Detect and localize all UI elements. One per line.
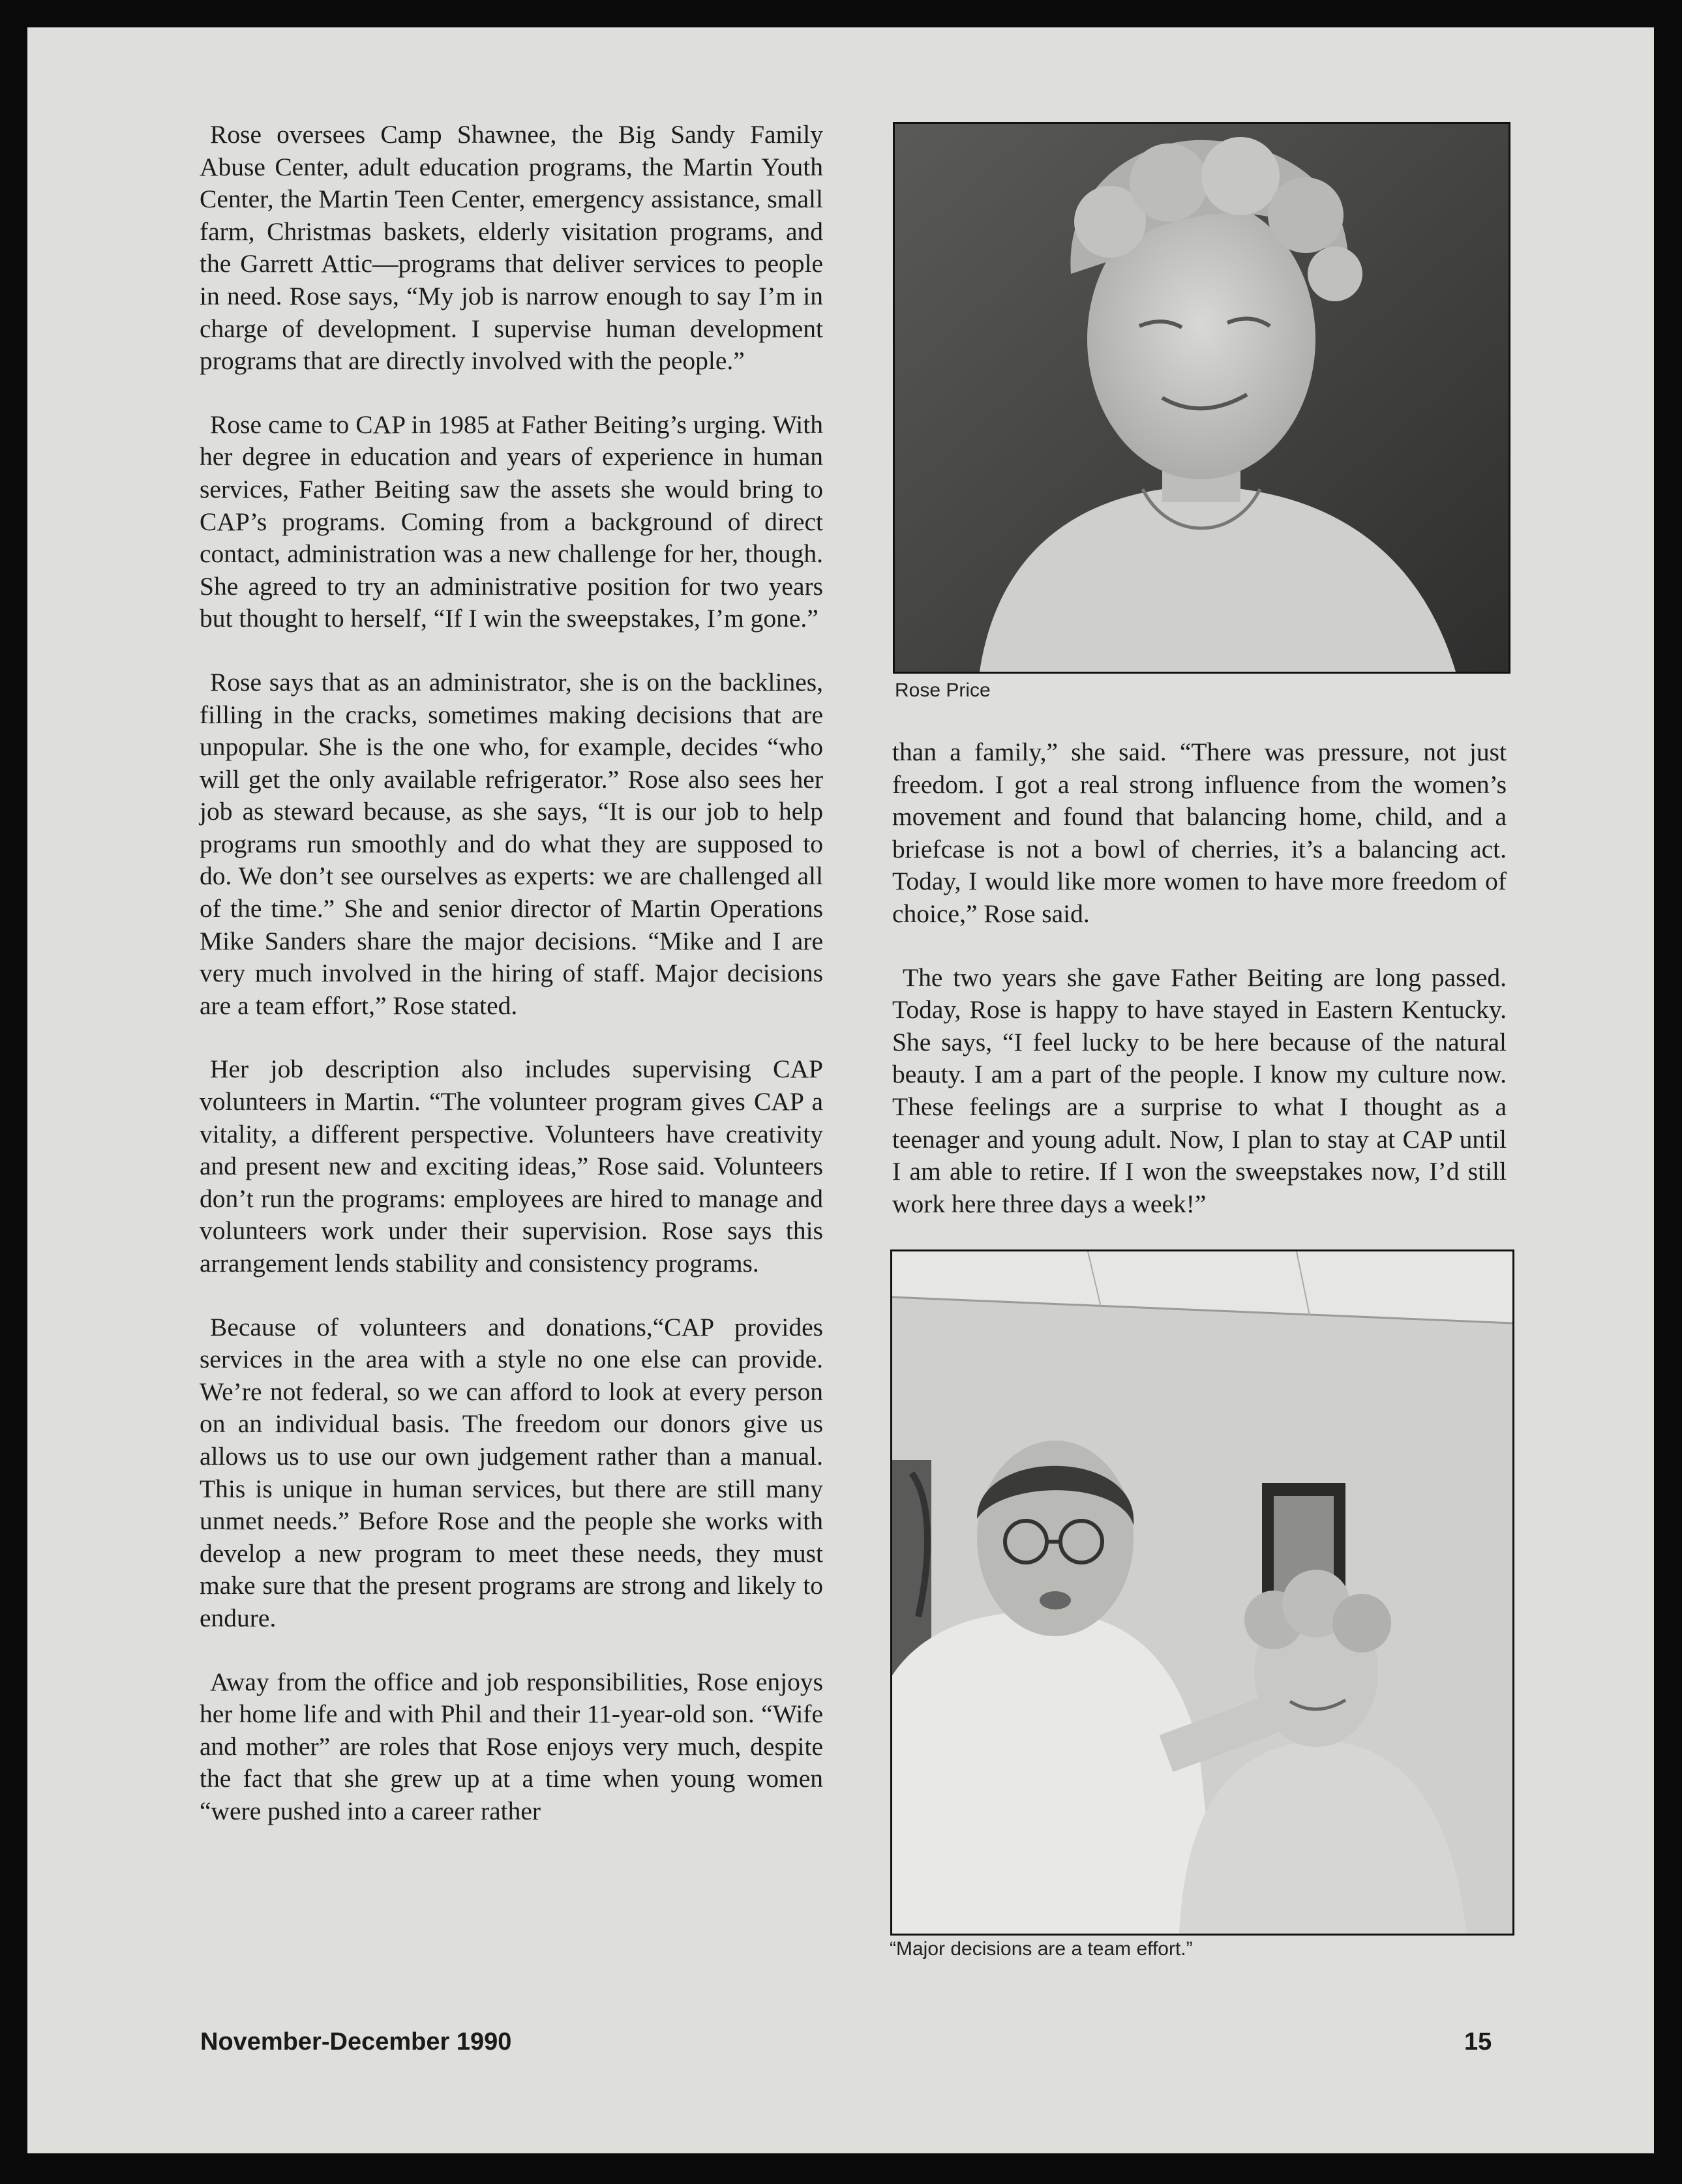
issue-date: November-December 1990 xyxy=(200,2028,512,2056)
portrait-photo-illustration xyxy=(895,124,1509,672)
group-photo xyxy=(890,1249,1514,1936)
article-left-column xyxy=(200,119,823,1859)
portrait-photo-rose-price xyxy=(893,122,1510,674)
paragraph: Rose came to CAP in 1985 at Father Beiting’s urging. With her degree in education and years of experience in human services, Father Beiting saw the assets she would bring to CAP’s programs. Coming from a background of direct contact, administration was a new challenge for her, though. She agreed to try an administrative position for two years but thought to herself, “If I win the sweepstakes, I’m gone.” xyxy=(200,410,823,633)
paragraph: Rose oversees Camp Shawnee, the Big Sandy Family Abuse Center, adult education programs, the Martin Youth Center, the Martin Teen Center, emergency assistance, small farm, Christmas baskets, elderly visitation programs, and the Garrett Attic—programs that deliver services to people in need. Rose says, “My job is narrow enough to say I’m in charge of development. I supervise human development programs that are directly involved with the people.” xyxy=(200,120,823,376)
page-number: 15 xyxy=(1464,2028,1492,2056)
paragraph: Away from the office and job responsibilities, Rose enjoys her home life and with Phil and their 11-year-old son. “Wife and mother” are roles that Rose enjoys very much, despite the fact that she grew up at a time when young women “were pushed into a career rather xyxy=(200,1667,823,1825)
paragraph: Rose says that as an administrator, she is on the backlines, filling in the cracks, sometimes making decisions that are unpopular. She is the one who, for example, decides “who will get the only available refrigerator.” Rose also sees her job as steward because, as she says, “It is our job to help programs run smoothly and do what they are supposed to do. We don’t see ourselves as experts: we are challenged all of the time.” She and senior director of Martin Operations Mike Sanders share the major decisions. “Mike and I are very much involved in the hiring of staff. Major decisions are a team effort,” Rose stated. xyxy=(200,667,823,1020)
group-photo-illustration xyxy=(892,1251,1512,1934)
magazine-page xyxy=(27,27,1654,2153)
paragraph: Her job description also includes supervising CAP volunteers in Martin. “The volunteer program gives CAP a vitality, a different perspective. Volunteers have creativity and present new and exciting ideas,” Rose said. Volunteers don’t run the programs: employees are hired to manage and volunteers work under their supervision. Rose says this arrangement lends stability and consistency programs. xyxy=(200,1055,823,1278)
photo-caption: Rose Price xyxy=(895,680,991,701)
paragraph: than a family,” she said. “There was pressure, not just freedom. I got a real strong influence from the women’s movement and found that balancing home, child, and a briefcase is not a bowl of cherries, it’s a balancing act. Today, I would like more women to have more freedom of choice,” Rose said. xyxy=(892,738,1507,928)
paragraph: The two years she gave Father Beiting are long passed. Today, Rose is happy to have stayed in Eastern Kentucky. She says, “I feel lucky to be here because of the natural beauty. I am a part of the people. I know my culture now. These feelings are a surprise to what I thought as a teenager and young adult. Now, I plan to stay at CAP until I am able to retire. If I won the sweepstakes now, I’d still work here three days a week!” xyxy=(892,963,1507,1218)
photo-caption: “Major decisions are a team effort.” xyxy=(890,1938,1193,1960)
article-right-column xyxy=(892,736,1507,1251)
paragraph: Because of volunteers and donations,“CAP provides services in the area with a style no one else can provide. We’re not federal, so we can afford to look at every person on an individual basis. The freedom our donors give us allows us to use our own judgement rather than a manual. This is unique in human services, but there are still many unmet needs.” Before Rose and the people she works with develop a new program to meet these needs, they must make sure that the present programs are strong and likely to endure. xyxy=(200,1312,823,1632)
